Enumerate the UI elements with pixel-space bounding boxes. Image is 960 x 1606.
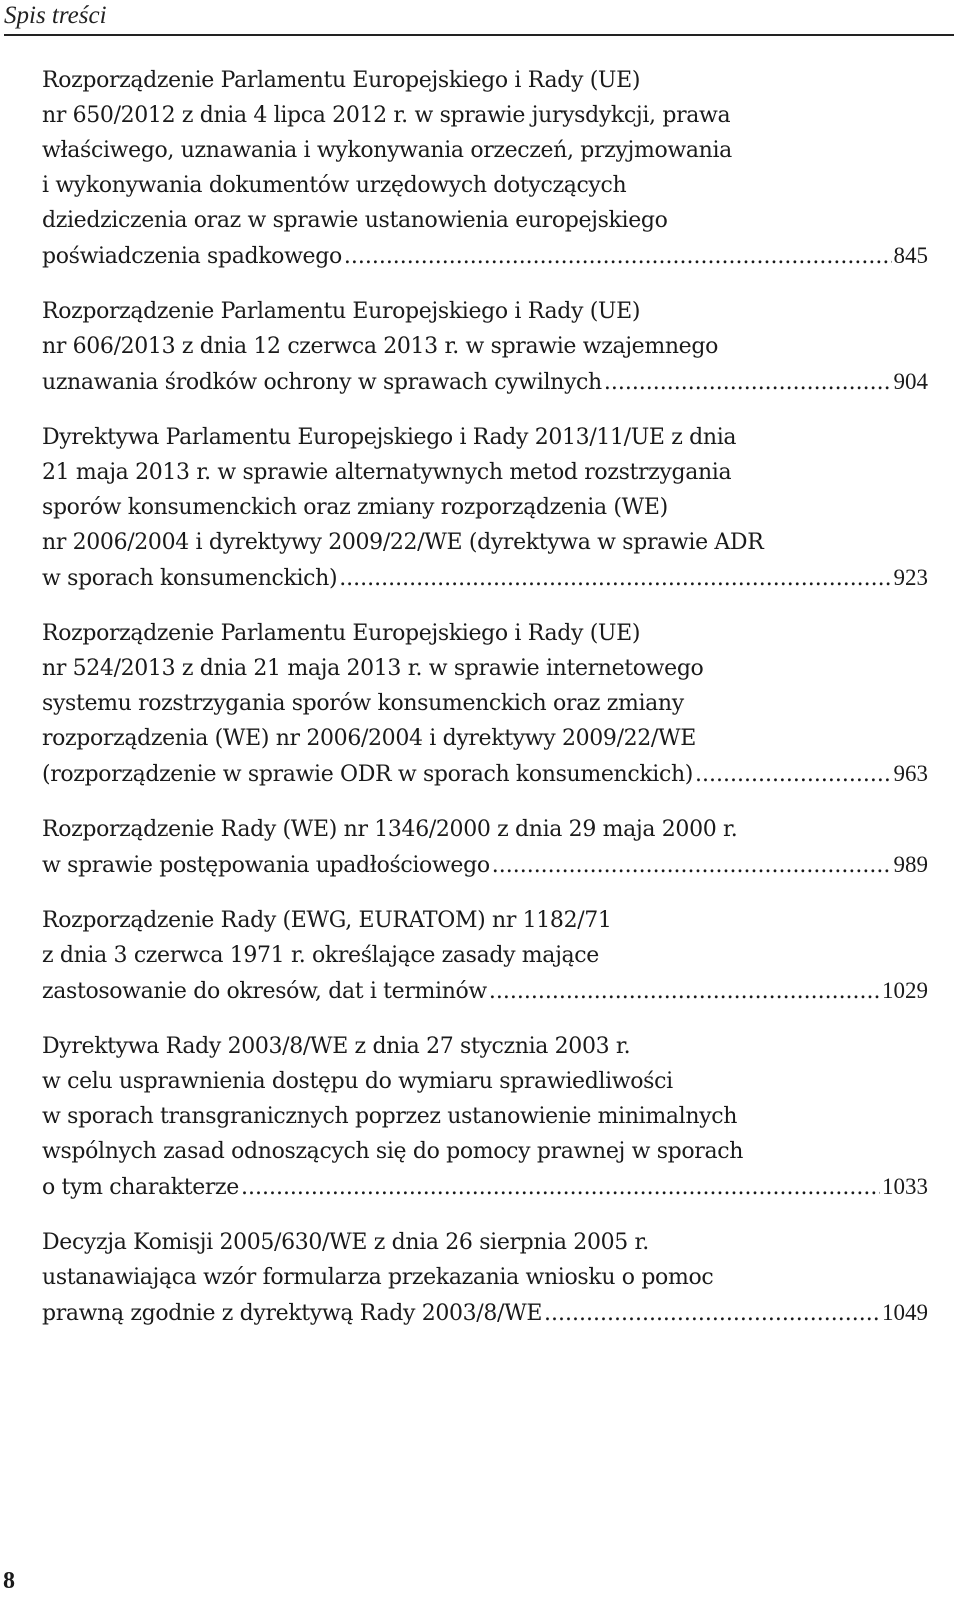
dot-leader (344, 239, 892, 274)
entry-page-number: 989 (893, 852, 928, 877)
entry-page-number: 923 (893, 565, 928, 590)
entry-title-line: uznawania środków ochrony w sprawach cywilnych (42, 370, 602, 395)
entry-title-line: w sporach transgranicznych poprzez ustanowienie minimalnych (42, 1104, 738, 1129)
entry-title-line: Rozporządzenie Parlamentu Europejskiego i Rady (UE) (42, 68, 641, 93)
toc-entry[interactable] (42, 903, 928, 1009)
entry-last-line (42, 847, 928, 883)
entry-page-number: 1049 (882, 1300, 928, 1325)
dot-leader (492, 848, 892, 883)
entry-title-line: Decyzja Komisji 2005/630/WE z dnia 26 sierpnia 2005 r. (42, 1230, 649, 1255)
entry-title-line: nr 650/2012 z dnia 4 lipca 2012 r. w sprawie jurysdykcji, prawa (42, 103, 731, 128)
entry-title-line: nr 2006/2004 i dyrektywy 2009/22/WE (dyrektywa w sprawie ADR (42, 530, 764, 555)
entry-title-line: rozporządzenia (WE) nr 2006/2004 i dyrektywy 2009/22/WE (42, 726, 696, 751)
entry-title-line: nr 606/2013 z dnia 12 czerwca 2013 r. w sprawie wzajemnego (42, 334, 718, 359)
entry-title-line: poświadczenia spadkowego (42, 244, 342, 269)
entry-page-number: 1033 (882, 1174, 928, 1199)
entry-last-line (42, 1169, 928, 1205)
dot-leader (241, 1170, 880, 1205)
entry-last-line (42, 560, 928, 596)
entry-last-line (42, 1295, 928, 1331)
table-of-contents (42, 63, 928, 1351)
entry-title-line: w celu usprawnienia dostępu do wymiaru sprawiedliwości (42, 1069, 673, 1094)
entry-title-line: z dnia 3 czerwca 1971 r. określające zasady mające (42, 943, 599, 968)
entry-last-line (42, 973, 928, 1009)
entry-title-line: Rozporządzenie Parlamentu Europejskiego i Rady (UE) (42, 299, 641, 324)
header-title: Spis treści (4, 2, 107, 29)
entry-title-line: dziedziczenia oraz w sprawie ustanowienia europejskiego (42, 208, 668, 233)
entry-title-line: Rozporządzenie Rady (EWG, EURATOM) nr 1182/71 (42, 908, 612, 933)
toc-entry[interactable] (42, 294, 928, 400)
dot-leader (695, 757, 891, 792)
entry-title-line: systemu rozstrzygania sporów konsumenckich oraz zmiany (42, 691, 684, 716)
dot-leader (544, 1296, 880, 1331)
dot-leader (339, 561, 891, 596)
entry-page-number: 1029 (882, 978, 928, 1003)
toc-entry[interactable] (42, 1225, 928, 1331)
toc-entry[interactable] (42, 63, 928, 274)
entry-title-line: nr 524/2013 z dnia 21 maja 2013 r. w sprawie internetowego (42, 656, 704, 681)
toc-entry[interactable] (42, 420, 928, 596)
toc-entry[interactable] (42, 812, 928, 883)
entry-page-number: 963 (893, 761, 928, 786)
entry-title-line: w sporach konsumenckich) (42, 566, 338, 591)
entry-title-line: 21 maja 2013 r. w sprawie alternatywnych metod rozstrzygania (42, 460, 732, 485)
entry-title-line: sporów konsumenckich oraz zmiany rozporządzenia (WE) (42, 495, 668, 520)
entry-title-line: w sprawie postępowania upadłościowego (42, 853, 490, 878)
entry-last-line (42, 238, 928, 274)
entry-title-line: prawną zgodnie z dyrektywą Rady 2003/8/WE (42, 1301, 543, 1326)
entry-title-line: ustanawiająca wzór formularza przekazania wniosku o pomoc (42, 1265, 714, 1290)
toc-entry[interactable] (42, 1029, 928, 1205)
entry-page-number: 904 (893, 369, 928, 394)
entry-title-line: zastosowanie do okresów, dat i terminów (42, 979, 487, 1004)
running-header (4, 0, 954, 36)
entry-title-line: (rozporządzenie w sprawie ODR w sporach konsumenckich) (42, 762, 694, 787)
entry-last-line (42, 756, 928, 792)
entry-title-line: i wykonywania dokumentów urzędowych dotyczących (42, 173, 627, 198)
entry-title-line: Dyrektywa Rady 2003/8/WE z dnia 27 stycznia 2003 r. (42, 1034, 631, 1059)
toc-entry[interactable] (42, 616, 928, 792)
entry-title-line: Dyrektywa Parlamentu Europejskiego i Rady 2013/11/UE z dnia (42, 425, 737, 450)
entry-title-line: o tym charakterze (42, 1175, 239, 1200)
entry-title-line: właściwego, uznawania i wykonywania orzeczeń, przyjmowania (42, 138, 732, 163)
dot-leader (604, 365, 892, 400)
entry-last-line (42, 364, 928, 400)
entry-title-line: Rozporządzenie Rady (WE) nr 1346/2000 z dnia 29 maja 2000 r. (42, 817, 738, 842)
dot-leader (489, 974, 880, 1009)
entry-title-line: wspólnych zasad odnoszących się do pomocy prawnej w sporach (42, 1139, 744, 1164)
entry-page-number: 845 (893, 243, 928, 268)
entry-title-line: Rozporządzenie Parlamentu Europejskiego i Rady (UE) (42, 621, 641, 646)
page-number: 8 (3, 1568, 15, 1594)
